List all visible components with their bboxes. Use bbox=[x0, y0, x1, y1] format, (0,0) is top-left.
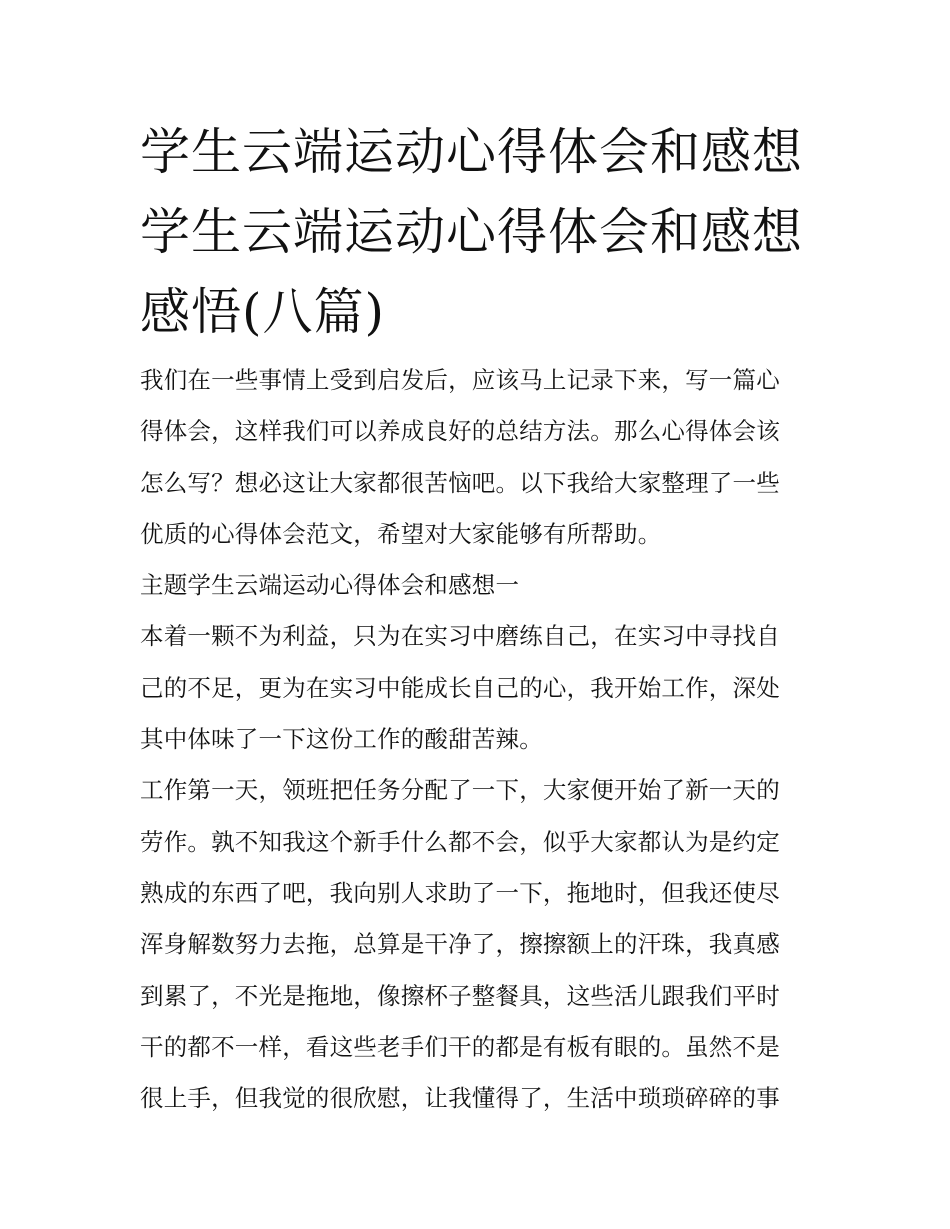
text-line: 干的都不一样，看这些老手们干的都是有板有眼的。虽然不是 bbox=[140, 1032, 780, 1061]
text-line: 得体会，这样我们可以养成良好的总结方法。那么心得体会该 bbox=[140, 417, 780, 446]
body-paragraph bbox=[140, 765, 812, 1124]
text-line: 己的不足，更为在实习中能成长自己的心，我开始工作，深处 bbox=[140, 673, 780, 702]
title-line: 学生云端运动心得体会和感想 bbox=[140, 123, 803, 181]
document-body bbox=[140, 355, 812, 1124]
section-heading bbox=[140, 560, 812, 611]
text-line: 很上手，但我觉的很欣慰，让我懂得了，生活中琐琐碎碎的事 bbox=[140, 1084, 780, 1113]
text-line: 劳作。孰不知我这个新手什么都不会，似乎大家都认为是约定 bbox=[140, 827, 780, 856]
document-title bbox=[140, 112, 820, 352]
title-line: 学生云端运动心得体会和感想 bbox=[140, 203, 803, 261]
text-line: 其中体味了一下这份工作的酸甜苦辣。 bbox=[140, 725, 543, 754]
text-line: 主题学生云端运动心得体会和感想一 bbox=[140, 571, 520, 600]
text-line: 优质的心得体会范文，希望对大家能够有所帮助。 bbox=[140, 519, 662, 548]
title-line: 感悟(八篇) bbox=[140, 283, 386, 341]
text-line: 熟成的东西了吧，我向别人求助了一下，拖地时，但我还使尽 bbox=[140, 878, 780, 907]
text-line: 本着一颗不为利益，只为在实习中磨练自己，在实习中寻找自 bbox=[140, 622, 780, 651]
text-line: 工作第一天，领班把任务分配了一下，大家便开始了新一天的 bbox=[140, 776, 780, 805]
body-paragraph bbox=[140, 611, 812, 765]
text-line: 浑身解数努力去拖，总算是干净了，擦擦额上的汗珠，我真感 bbox=[140, 930, 780, 959]
intro-paragraph bbox=[140, 355, 812, 560]
text-line: 怎么写？想必这让大家都很苦恼吧。以下我给大家整理了一些 bbox=[140, 468, 780, 497]
text-line: 到累了，不光是拖地，像擦杯子整餐具，这些活儿跟我们平时 bbox=[140, 981, 780, 1010]
text-line: 我们在一些事情上受到启发后，应该马上记录下来，写一篇心 bbox=[140, 366, 780, 394]
